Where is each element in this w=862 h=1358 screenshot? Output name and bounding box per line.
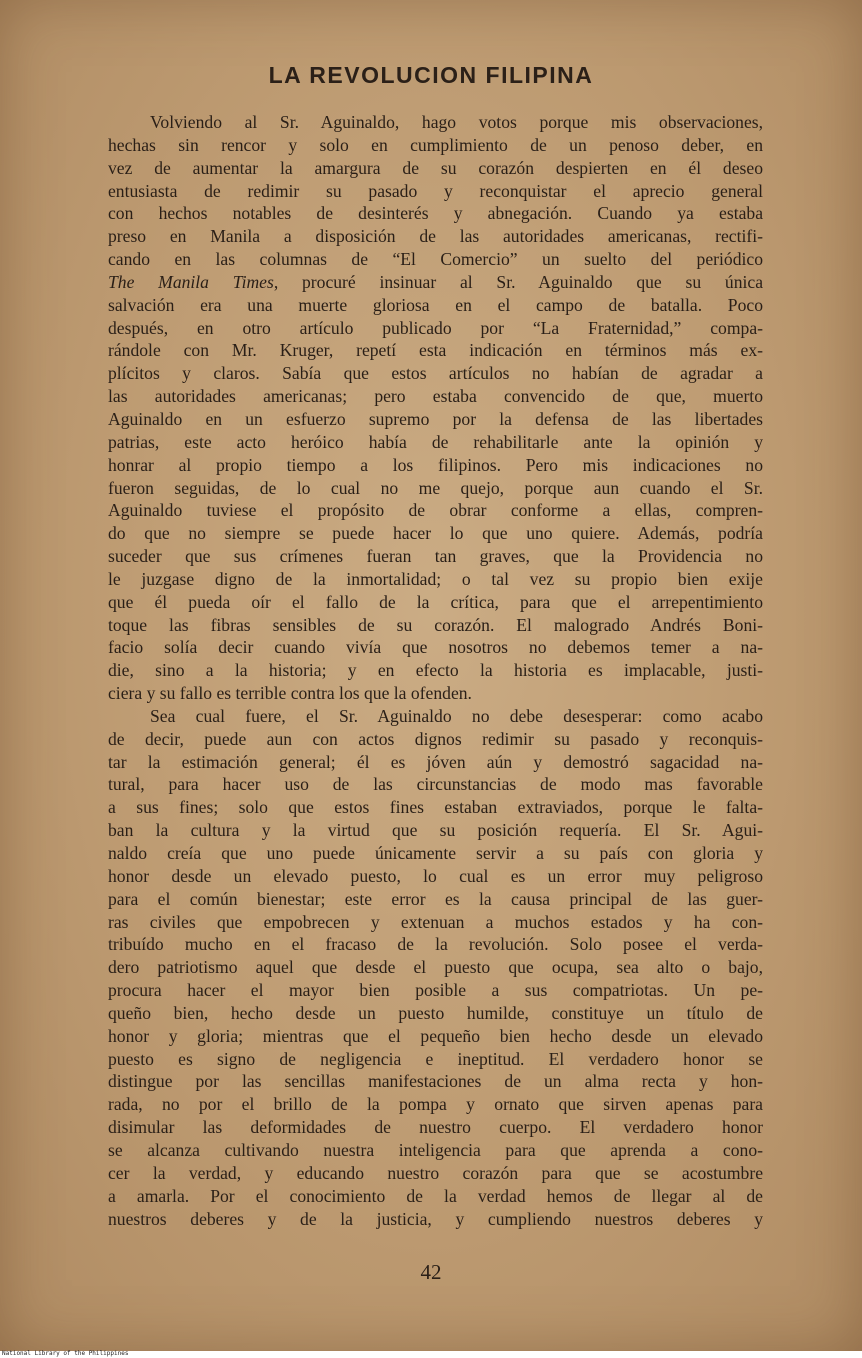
text-line: honor desde un elevado puesto, lo cual es un error muy peligroso: [108, 865, 763, 886]
text-line: honor y gloria; mientras que el pequeño bien hecho desde un elevado: [108, 1025, 763, 1046]
text-line: ras civiles que empobrecen y extenuan a muchos estados y ha con-: [108, 911, 763, 932]
body-text: [108, 111, 763, 1230]
text-line: disimular las deformidades de nuestro cuerpo. El verdadero honor: [108, 1117, 763, 1138]
text-line: a sus fines; solo que estos fines estaban extraviados, porque le falta-: [108, 797, 763, 818]
text-line: ciera y su fallo es terrible contra los que la ofenden.: [108, 683, 472, 704]
text-line: tar la estimación general; él es jóven aún y demostró sagacidad na-: [108, 751, 763, 772]
text-line: tribuído mucho en el fracaso de la revolución. Solo posee el verda-: [108, 934, 763, 955]
text-line: do que no siempre se puede hacer lo que uno quiere. Además, podría: [108, 523, 763, 544]
text-line: rada, no por el brillo de la pompa y ornato que sirven apenas para: [108, 1094, 763, 1115]
text-line: plícitos y claros. Sabía que estos artículos no habían de agradar a: [108, 363, 763, 384]
paragraph-2: [108, 705, 763, 1230]
text-line: cando en las columnas de “El Comercio” un suelto del periódico: [108, 249, 763, 270]
text-line: The Manila Times, procuré insinuar al Sr. Aguinaldo que su única: [108, 271, 764, 292]
text-line: Volviendo al Sr. Aguinaldo, hago votos porque mis observaciones,: [150, 112, 763, 132]
text-line: a amarla. Por el conocimiento de la verdad hemos de llegar al de: [108, 1185, 763, 1206]
text-line: Sea cual fuere, el Sr. Aguinaldo no debe desesperar: como acabo: [150, 705, 763, 726]
text-line: queño bien, hecho desde un puesto humilde, constituye un título de: [108, 1002, 763, 1023]
text-line: patrias, este acto heróico había de rehabilitarle ante la opinión y: [108, 431, 763, 452]
footer-bar: [0, 1351, 862, 1358]
text-line: las autoridades americanas; pero estaba convencido de que, muerto: [108, 386, 763, 407]
text-line: después, en otro artículo publicado por “La Fraternidad,” compa-: [108, 317, 763, 338]
paragraph-1: [108, 111, 763, 705]
text-line: cer la verdad, y educando nuestro corazón para que se acostumbre: [108, 1162, 763, 1183]
text-line: Aguinaldo en un esfuerzo supremo por la defensa de las libertades: [108, 408, 763, 429]
text-line: vez de aumentar la amargura de su corazón despierten en él deseo: [108, 157, 763, 178]
text-line: facio solía decir cuando vivía que nosotros no debemos temer a na-: [108, 637, 763, 658]
text-line: salvación era una muerte gloriosa en el campo de batalla. Poco: [108, 294, 763, 315]
text-line: de decir, puede aun con actos dignos redimir su pasado y reconquis-: [108, 728, 763, 749]
text-line: para el común bienestar; este error es la causa principal de las guer-: [108, 888, 763, 909]
text-line: dero patriotismo aquel que desde el puesto que ocupa, sea alto o bajo,: [108, 957, 763, 978]
text-line: toque las fibras sensibles de su corazón. El malogrado Andrés Boni-: [108, 614, 763, 635]
text-line: fueron seguidas, de lo cual no me quejo, porque aun cuando el Sr.: [108, 477, 763, 498]
page-title: LA REVOLUCION FILIPINA: [268, 62, 594, 88]
text-line: naldo creía que uno puede únicamente servir a su país con gloria y: [108, 843, 763, 863]
text-line: ban la cultura y la virtud que su posición requería. El Sr. Agui-: [108, 820, 763, 841]
text-line: procura hacer el mayor bien posible a sus compatriotas. Un pe-: [108, 980, 763, 1001]
text-line: puesto es signo de negligencia e ineptitud. El verdadero honor se: [108, 1048, 763, 1069]
text-line: le juzgase digno de la inmortalidad; o tal vez su propio bien exije: [108, 568, 763, 589]
text-line: distingue por las sencillas manifestaciones de un alma recta y hon-: [108, 1071, 763, 1092]
text-line: que él pueda oír el fallo de la crítica, para que el arrepentimiento: [108, 591, 763, 612]
page-number: 42: [420, 1260, 442, 1284]
text-line: tural, para hacer uso de las circunstancias de modo mas favorable: [108, 774, 763, 795]
text-line: die, sino a la historia; y en efecto la historia es implacable, justi-: [108, 660, 763, 681]
periodical-name: The Manila Times: [108, 271, 274, 292]
library-watermark: National Library of the Philippines: [2, 1350, 129, 1357]
text-line: nuestros deberes y de la justicia, y cumpliendo nuestros deberes y: [108, 1208, 763, 1229]
text-line: rándole con Mr. Kruger, repetí esta indicación en términos más ex-: [108, 340, 763, 361]
text-line: se alcanza cultivando nuestra inteligencia para que aprenda a cono-: [108, 1139, 763, 1160]
text-line: preso en Manila a disposición de las autoridades americanas, rectifi-: [108, 226, 763, 247]
text-line: con hechos notables de desinterés y abnegación. Cuando ya estaba: [108, 203, 763, 224]
text-line: entusiasta de redimir su pasado y reconquistar el aprecio general: [108, 180, 763, 201]
text-line: Aguinaldo tuviese el propósito de obrar conforme a ellas, compren-: [108, 500, 763, 521]
text-line: suceder que sus crímenes fueran tan graves, que la Providencia no: [108, 546, 763, 567]
text-line: honrar al propio tiempo a los filipinos. Pero mis indicaciones no: [108, 454, 763, 475]
text-line: hechas sin rencor y solo en cumplimiento de un penoso deber, en: [108, 134, 763, 155]
